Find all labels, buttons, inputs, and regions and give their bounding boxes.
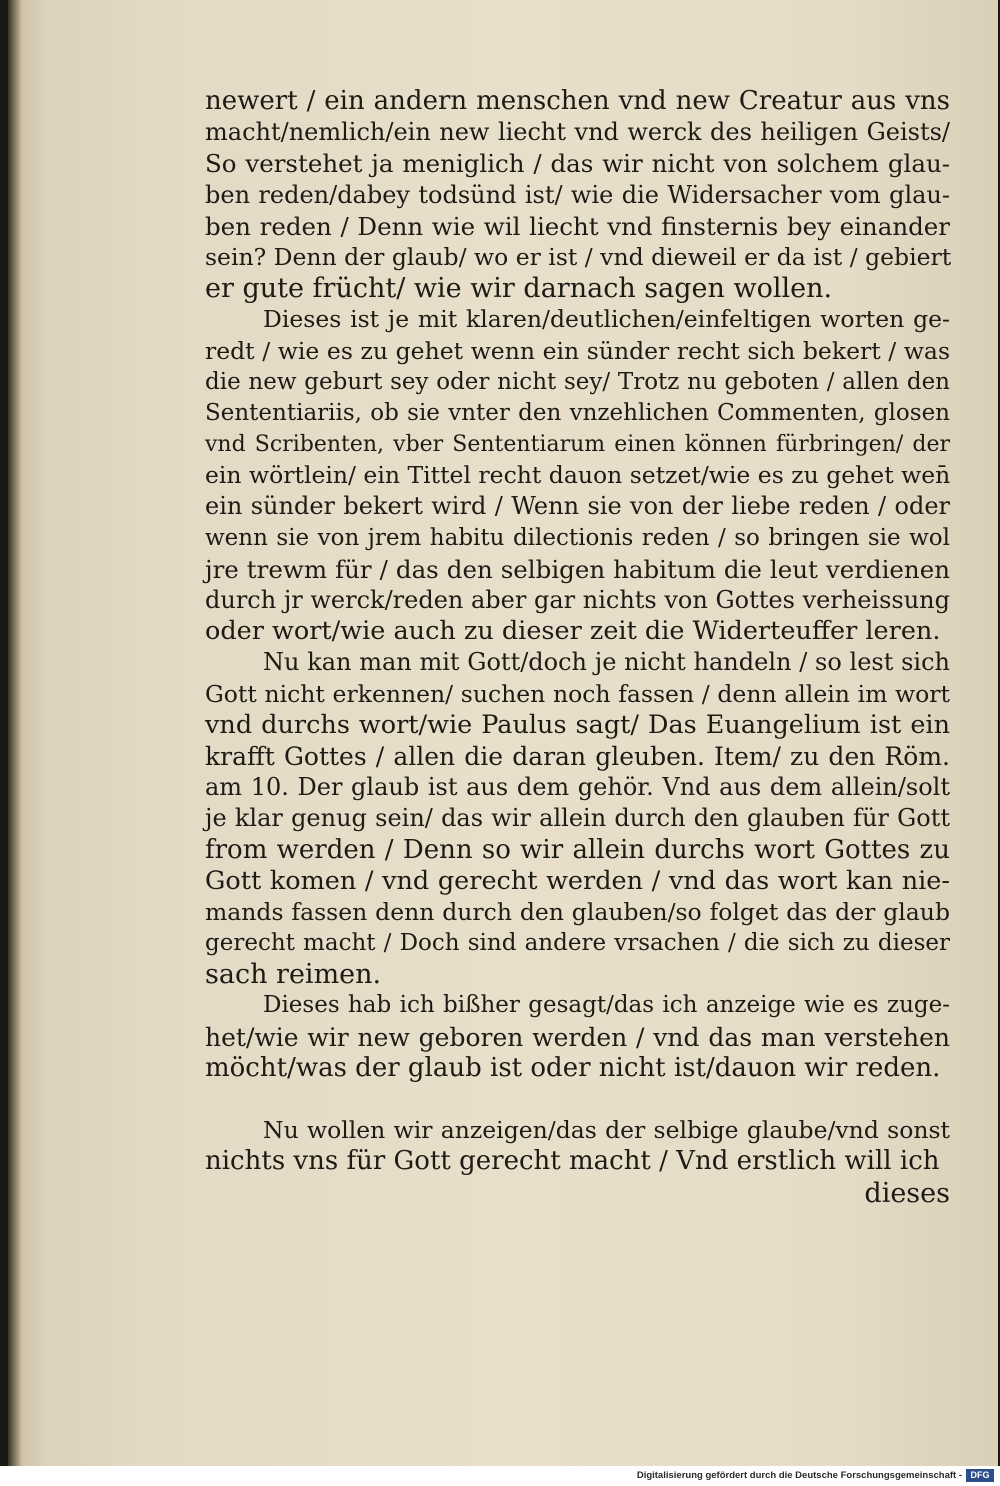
- text-line: newert / ein andern menschen vnd new Creatur aus vns: [205, 86, 950, 116]
- text-line: jre trewm für / das den selbigen habitum die leut verdienen: [205, 554, 950, 584]
- paragraph: [205, 990, 950, 1084]
- text-line: sein? Denn der glaub/ wo er ist / vnd dieweil er da ist / gebiert: [205, 242, 952, 271]
- text-line: je klar genug sein/ das wir allein durch den glauben für Gott: [205, 804, 950, 833]
- text-line: Gott nicht erkennen/ suchen noch fassen / denn allein im wort: [205, 679, 950, 708]
- text-line: oder wort/wie auch zu dieser zeit die Widerteuffer leren.: [205, 616, 941, 647]
- text-line: Gott komen / vnd gerecht werden / vnd das wort kan nie-: [205, 865, 950, 896]
- text-line: So verstehet ja meniglich / das wir nicht von solchem glau-: [205, 149, 950, 179]
- catchword: dieses: [864, 1177, 950, 1209]
- page-text-block: [205, 86, 950, 1209]
- text-line: ben reden/dabey todsünd ist/ wie die Widersacher vom glau-: [205, 180, 950, 209]
- text-line: Dieses hab ich bißher gesagt/das ich anzeige wie es zuge-: [263, 992, 950, 1019]
- text-line: mands fassen denn durch den glauben/so folget das der glaub: [205, 897, 950, 926]
- text-line: redt / wie es zu gehet wenn ein sünder recht sich bekert / was: [205, 336, 950, 365]
- text-line: wenn sie von jrem habitu dilectionis reden / so bringen sie wol: [205, 524, 950, 551]
- text-line: er gute frücht/ wie wir darnach sagen wollen.: [205, 273, 833, 305]
- text-line: ein wörtlein/ ein Tittel recht dauon setzet/wie es zu gehet wen̄: [205, 461, 951, 490]
- text-line: Nu kan man mit Gott/doch je nicht handeln / so lest sich: [263, 648, 950, 677]
- paragraph: [205, 304, 950, 647]
- text-line: Dieses ist je mit klaren/deutlichen/einfeltigen worten ge-: [263, 305, 950, 334]
- text-line: möcht/was der glaub ist oder nicht ist/dauon wir reden.: [205, 1052, 941, 1083]
- dfg-credit-text: Digitalisierung gefördert durch die Deutsche Forschungsgemeinschaft -: [636, 1470, 962, 1481]
- paragraph-gap: [205, 1084, 950, 1115]
- text-line: vnd durchs wort/wie Paulus sagt/ Das Euangelium ist ein: [205, 709, 950, 740]
- text-line: Nu wollen wir anzeigen/das der selbige glaube/vnd sonst: [263, 1116, 950, 1145]
- text-line: die new geburt sey oder nicht sey/ Trotz nu geboten / allen den: [205, 368, 950, 395]
- text-line: sach reimen.: [205, 959, 382, 991]
- text-line: durch jr werck/reden aber gar nichts von Gottes verheissung: [205, 586, 950, 614]
- text-line: macht/nemlich/ein new liecht vnd werck des heiligen Geists/: [205, 118, 950, 147]
- dfg-logo: DFG: [966, 1469, 994, 1482]
- paragraph: [205, 86, 950, 304]
- text-line: krafft Gottes / allen die daran gleuben. Item/ zu den Röm.: [205, 741, 950, 771]
- text-line: ben reden / Denn wie wil liecht vnd finsternis bey einander: [205, 211, 950, 241]
- text-line: Sententiariis, ob sie vnter den vnzehlichen Commenten, glosen: [205, 399, 950, 426]
- digitization-footer: [0, 1466, 1000, 1486]
- text-line: ein sünder bekert wird / Wenn sie von der liebe reden / oder: [205, 492, 950, 521]
- text-line: from werden / Denn so wir allein durchs wort Gottes zu: [205, 834, 950, 865]
- text-line: am 10. Der glaub ist aus dem gehör. Vnd aus dem allein/solt: [205, 773, 950, 802]
- text-line: nichts vns für Gott gerecht macht / Vnd erstlich will ich: [205, 1146, 940, 1177]
- text-line: het/wie wir new geboren werden / vnd das man verstehen: [205, 1022, 950, 1052]
- paragraph: [205, 1115, 950, 1177]
- text-line: vnd Scribenten, vber Sententiarum einen können fürbringen/ der: [205, 432, 950, 458]
- page-edge-shadow: [8, 0, 22, 1466]
- paragraph: [205, 647, 950, 990]
- text-line: gerecht macht / Doch sind andere vrsachen / die sich zu dieser: [205, 930, 950, 957]
